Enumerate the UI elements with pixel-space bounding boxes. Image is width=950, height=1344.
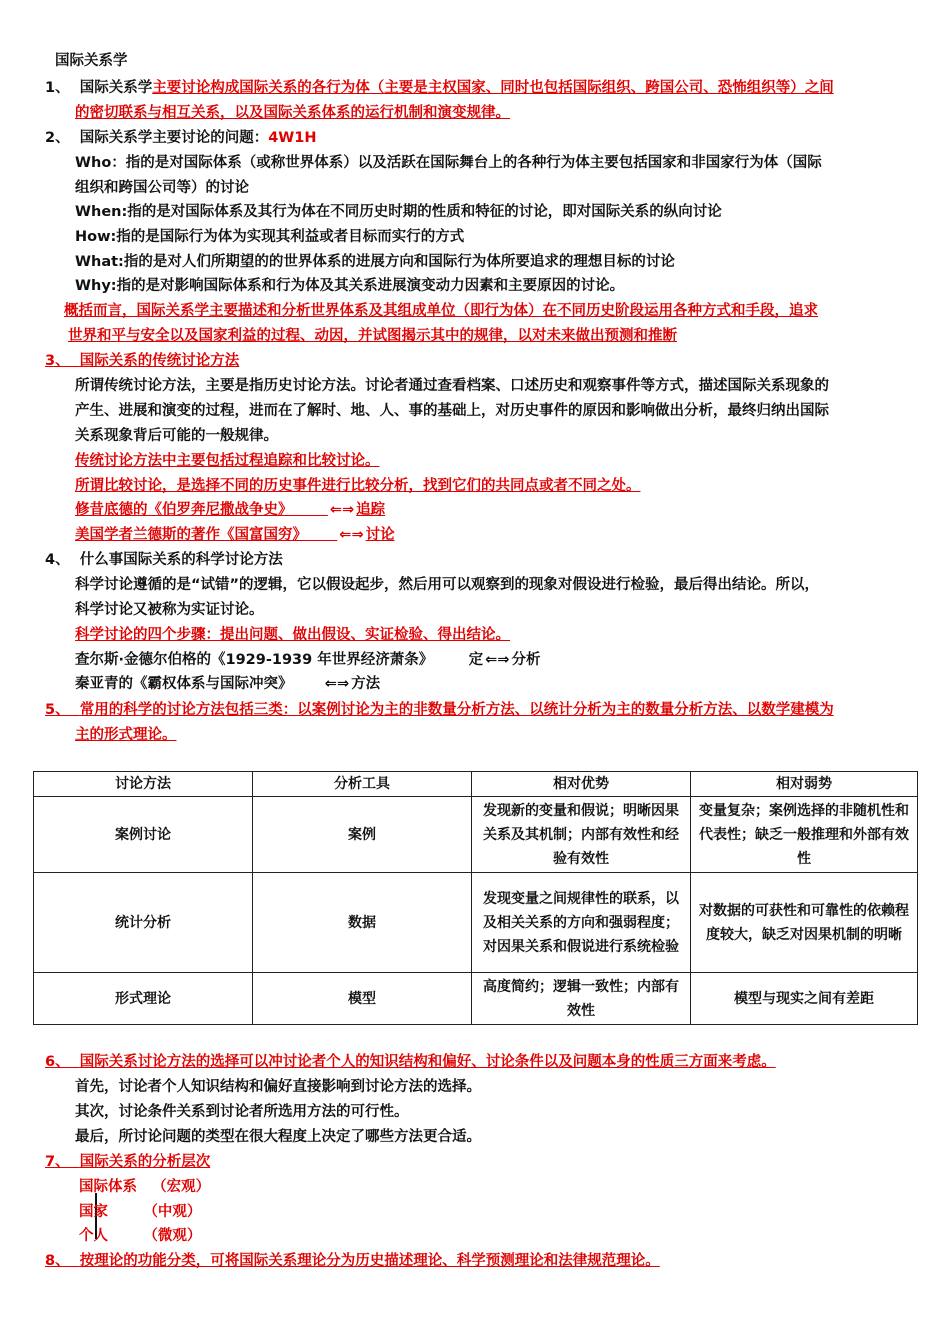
level-item [79, 1175, 210, 1200]
summary-line-1: 概括而言，国际关系学主要描述和分析世界体系及其组成单位（即行为体）在不同历史阶段运用各种方式和手段，追求 [64, 303, 818, 319]
table-cell: 形式理论 [34, 973, 253, 1025]
section-4-para-1: 科学讨论遵循的是“试错”的逻辑，它以假设起步，然后用可以观察到的现象对假设进行检验，最后得出结论。所以， [75, 577, 820, 593]
example-method: 追踪 [356, 502, 386, 518]
who-line-2: 组织和跨国公司等）的讨论 [75, 180, 249, 196]
section-7-heading-text: 国际关系的分析层次 [79, 1154, 211, 1170]
section-number: 7、 [45, 1154, 70, 1170]
section-2-heading-text: 国际关系学主要讨论的问题： [79, 130, 269, 146]
section-6-para-2: 其次，讨论条件关系到讨论者所选用方法的可行性。 [75, 1104, 409, 1120]
section-number: 4、 [45, 552, 70, 568]
table-header: 讨论方法 [34, 772, 253, 797]
table-row [34, 797, 918, 873]
level-name: 国家 [79, 1204, 108, 1220]
section-3-para-3: 关系现象背后可能的一般规律。 [75, 428, 278, 444]
table-header: 相对优势 [472, 772, 691, 797]
level-scale: （宏观） [152, 1179, 211, 1195]
level-item [79, 1200, 201, 1225]
section-3-note-2: 所谓比较讨论，是选择不同的历史事件进行比较分析，找到它们的共同点或者不同之处。 [75, 478, 641, 494]
example-book: 修昔底德的《伯罗奔尼撒战争史》 [75, 502, 293, 518]
section-number: 1、 [45, 80, 70, 96]
table-cell: 变量复杂；案例选择的非随机性和代表性；缺乏一般推理和外部有效性 [691, 797, 918, 873]
section-4-heading [45, 548, 283, 573]
section-1-lead: 国际关系学 [79, 80, 153, 96]
table-cell: 统计分析 [34, 873, 253, 973]
summary-line-2: 世界和平与安全以及国家利益的过程、动因，并试图揭示其中的规律，以对未来做出预测和推断 [68, 328, 677, 344]
section-number: 5、 [45, 702, 70, 718]
section-4-example-1 [75, 648, 540, 673]
table-cell: 对数据的可获性和可靠性的依赖程度较大，缺乏对因果机制的明晰 [691, 873, 918, 973]
doc-title: 国际关系学 [55, 53, 128, 69]
table-cell: 模型与现实之间有差距 [691, 973, 918, 1025]
level-scale: （微观） [143, 1228, 202, 1244]
table-header-row [34, 772, 918, 797]
section-3-example-1 [75, 498, 385, 523]
example-method-prefix: 定 [468, 652, 484, 668]
when-line: When:指的是对国际体系及其行为体在不同历史时期的性质和特征的讨论，即对国际关系的纵向讨论 [75, 204, 722, 220]
section-8-text: 按理论的功能分类，可将国际关系理论分为历史描述理论、科学预测理论和法律规范理论。 [79, 1253, 660, 1269]
section-3-para-2: 产生、进展和演变的过程，进而在了解时、地、人、事的基础上，对历史事件的原因和影响做出分析，最终归纳出国际 [75, 403, 829, 419]
section-number: 8、 [45, 1253, 70, 1269]
section-1-line-1 [45, 76, 834, 101]
section-number: 2、 [45, 130, 70, 146]
table-cell: 高度简约；逻辑一致性；内部有效性 [472, 973, 691, 1025]
section-number: 3、 [45, 353, 70, 369]
level-item [79, 1224, 201, 1249]
section-6-heading-text: 国际关系讨论方法的选择可以冲讨论者个人的知识结构和偏好、讨论条件以及问题本身的性质三方面来考虑。 [79, 1054, 776, 1070]
section-5-text: 常用的科学的讨论方法包括三类：以案例讨论为主的非数量分析方法、以统计分析为主的数量分析方法、以数学建模为 [79, 702, 834, 718]
section-4-para-2: 科学讨论又被称为实证讨论。 [75, 602, 264, 618]
section-5-line-2: 主的形式理论。 [75, 727, 177, 743]
section-4-example-2 [75, 672, 380, 697]
table-header: 相对弱势 [691, 772, 918, 797]
example-method: 分析 [511, 652, 541, 668]
level-scale: （中观） [143, 1204, 202, 1220]
example-method: 方法 [351, 676, 381, 692]
section-7-heading [45, 1150, 210, 1175]
who-line-1: Who：指的是对国际体系（或称世界体系）以及活跃在国际舞台上的各种行为体主要包括国家和非国家行为体（国际 [75, 155, 822, 171]
table-cell: 案例 [253, 797, 472, 873]
example-book: 美国学者兰德斯的著作《国富国穷》 [75, 527, 307, 543]
arrow-right-icon: ⇐⇒ [324, 676, 350, 692]
section-1-line-2: 的密切联系与相互关系，以及国际关系体系的运行机制和演变规律。 [75, 105, 510, 121]
table-cell: 发现变量之间规律性的联系，以及相关关系的方向和强弱程度；对因果关系和假说进行系统检验 [472, 873, 691, 973]
section-number: 6、 [45, 1054, 70, 1070]
section-3-example-2 [75, 523, 395, 548]
what-line: What:指的是对人们所期望的的世界体系的进展方向和国际行为体所要追求的理想目标的讨论 [75, 254, 675, 270]
example-method: 讨论 [365, 527, 395, 543]
section-8-line [45, 1249, 660, 1274]
methods-table [33, 771, 918, 1025]
arrow-right-icon: ⇐⇒ [329, 502, 355, 518]
section-5-line-1 [45, 698, 834, 723]
table-row [34, 973, 918, 1025]
section-3-heading [45, 349, 239, 374]
table-cell: 数据 [253, 873, 472, 973]
section-4-steps: 科学讨论的四个步骤：提出问题、做出假设、实证检验、得出结论。 [75, 627, 510, 643]
section-3-note-1: 传统讨论方法中主要包括过程追踪和比较讨论。 [75, 453, 380, 469]
section-3-heading-text: 国际关系的传统讨论方法 [79, 353, 240, 369]
section-6-heading [45, 1050, 776, 1075]
section-1-definition: 主要讨论构成国际关系的各行为体（主要是主权国家、同时也包括国际组织、跨国公司、恐怖组织等）之间 [152, 80, 834, 96]
how-line: How:指的是国际行为体为实现其利益或者目标而实行的方式 [75, 229, 465, 245]
table-cell: 案例讨论 [34, 797, 253, 873]
table-cell: 发现新的变量和假说；明晰因果关系及其机制；内部有效性和经验有效性 [472, 797, 691, 873]
table-row [34, 873, 918, 973]
example-book: 秦亚青的《霸权体系与国际冲突》 [75, 676, 293, 692]
level-name: 个人 [79, 1228, 108, 1244]
section-2-keyword: 4W1H [268, 130, 317, 146]
example-book: 查尔斯·金德尔伯格的《1929-1939 年世界经济萧条》 [75, 652, 434, 668]
level-name: 国际体系 [79, 1179, 137, 1195]
table-cell: 模型 [253, 973, 472, 1025]
section-2-heading [45, 126, 317, 151]
arrow-right-icon: ⇐⇒ [339, 527, 364, 543]
section-6-para-1: 首先，讨论者个人知识结构和偏好直接影响到讨论方法的选择。 [75, 1079, 481, 1095]
why-line: Why:指的是对影响国际体系和行为体及其关系进展演变动力因素和主要原因的讨论。 [75, 278, 625, 294]
table-header: 分析工具 [253, 772, 472, 797]
section-4-heading-text: 什么事国际关系的科学讨论方法 [79, 552, 283, 568]
arrow-right-icon: ⇐⇒ [485, 652, 510, 668]
section-3-para-1: 所谓传统讨论方法，主要是指历史讨论方法。讨论者通过查看档案、口述历史和观察事件等方式，描述国际关系现象的 [75, 378, 829, 394]
section-6-para-3: 最后，所讨论问题的类型在很大程度上决定了哪些方法更合适。 [75, 1129, 481, 1145]
